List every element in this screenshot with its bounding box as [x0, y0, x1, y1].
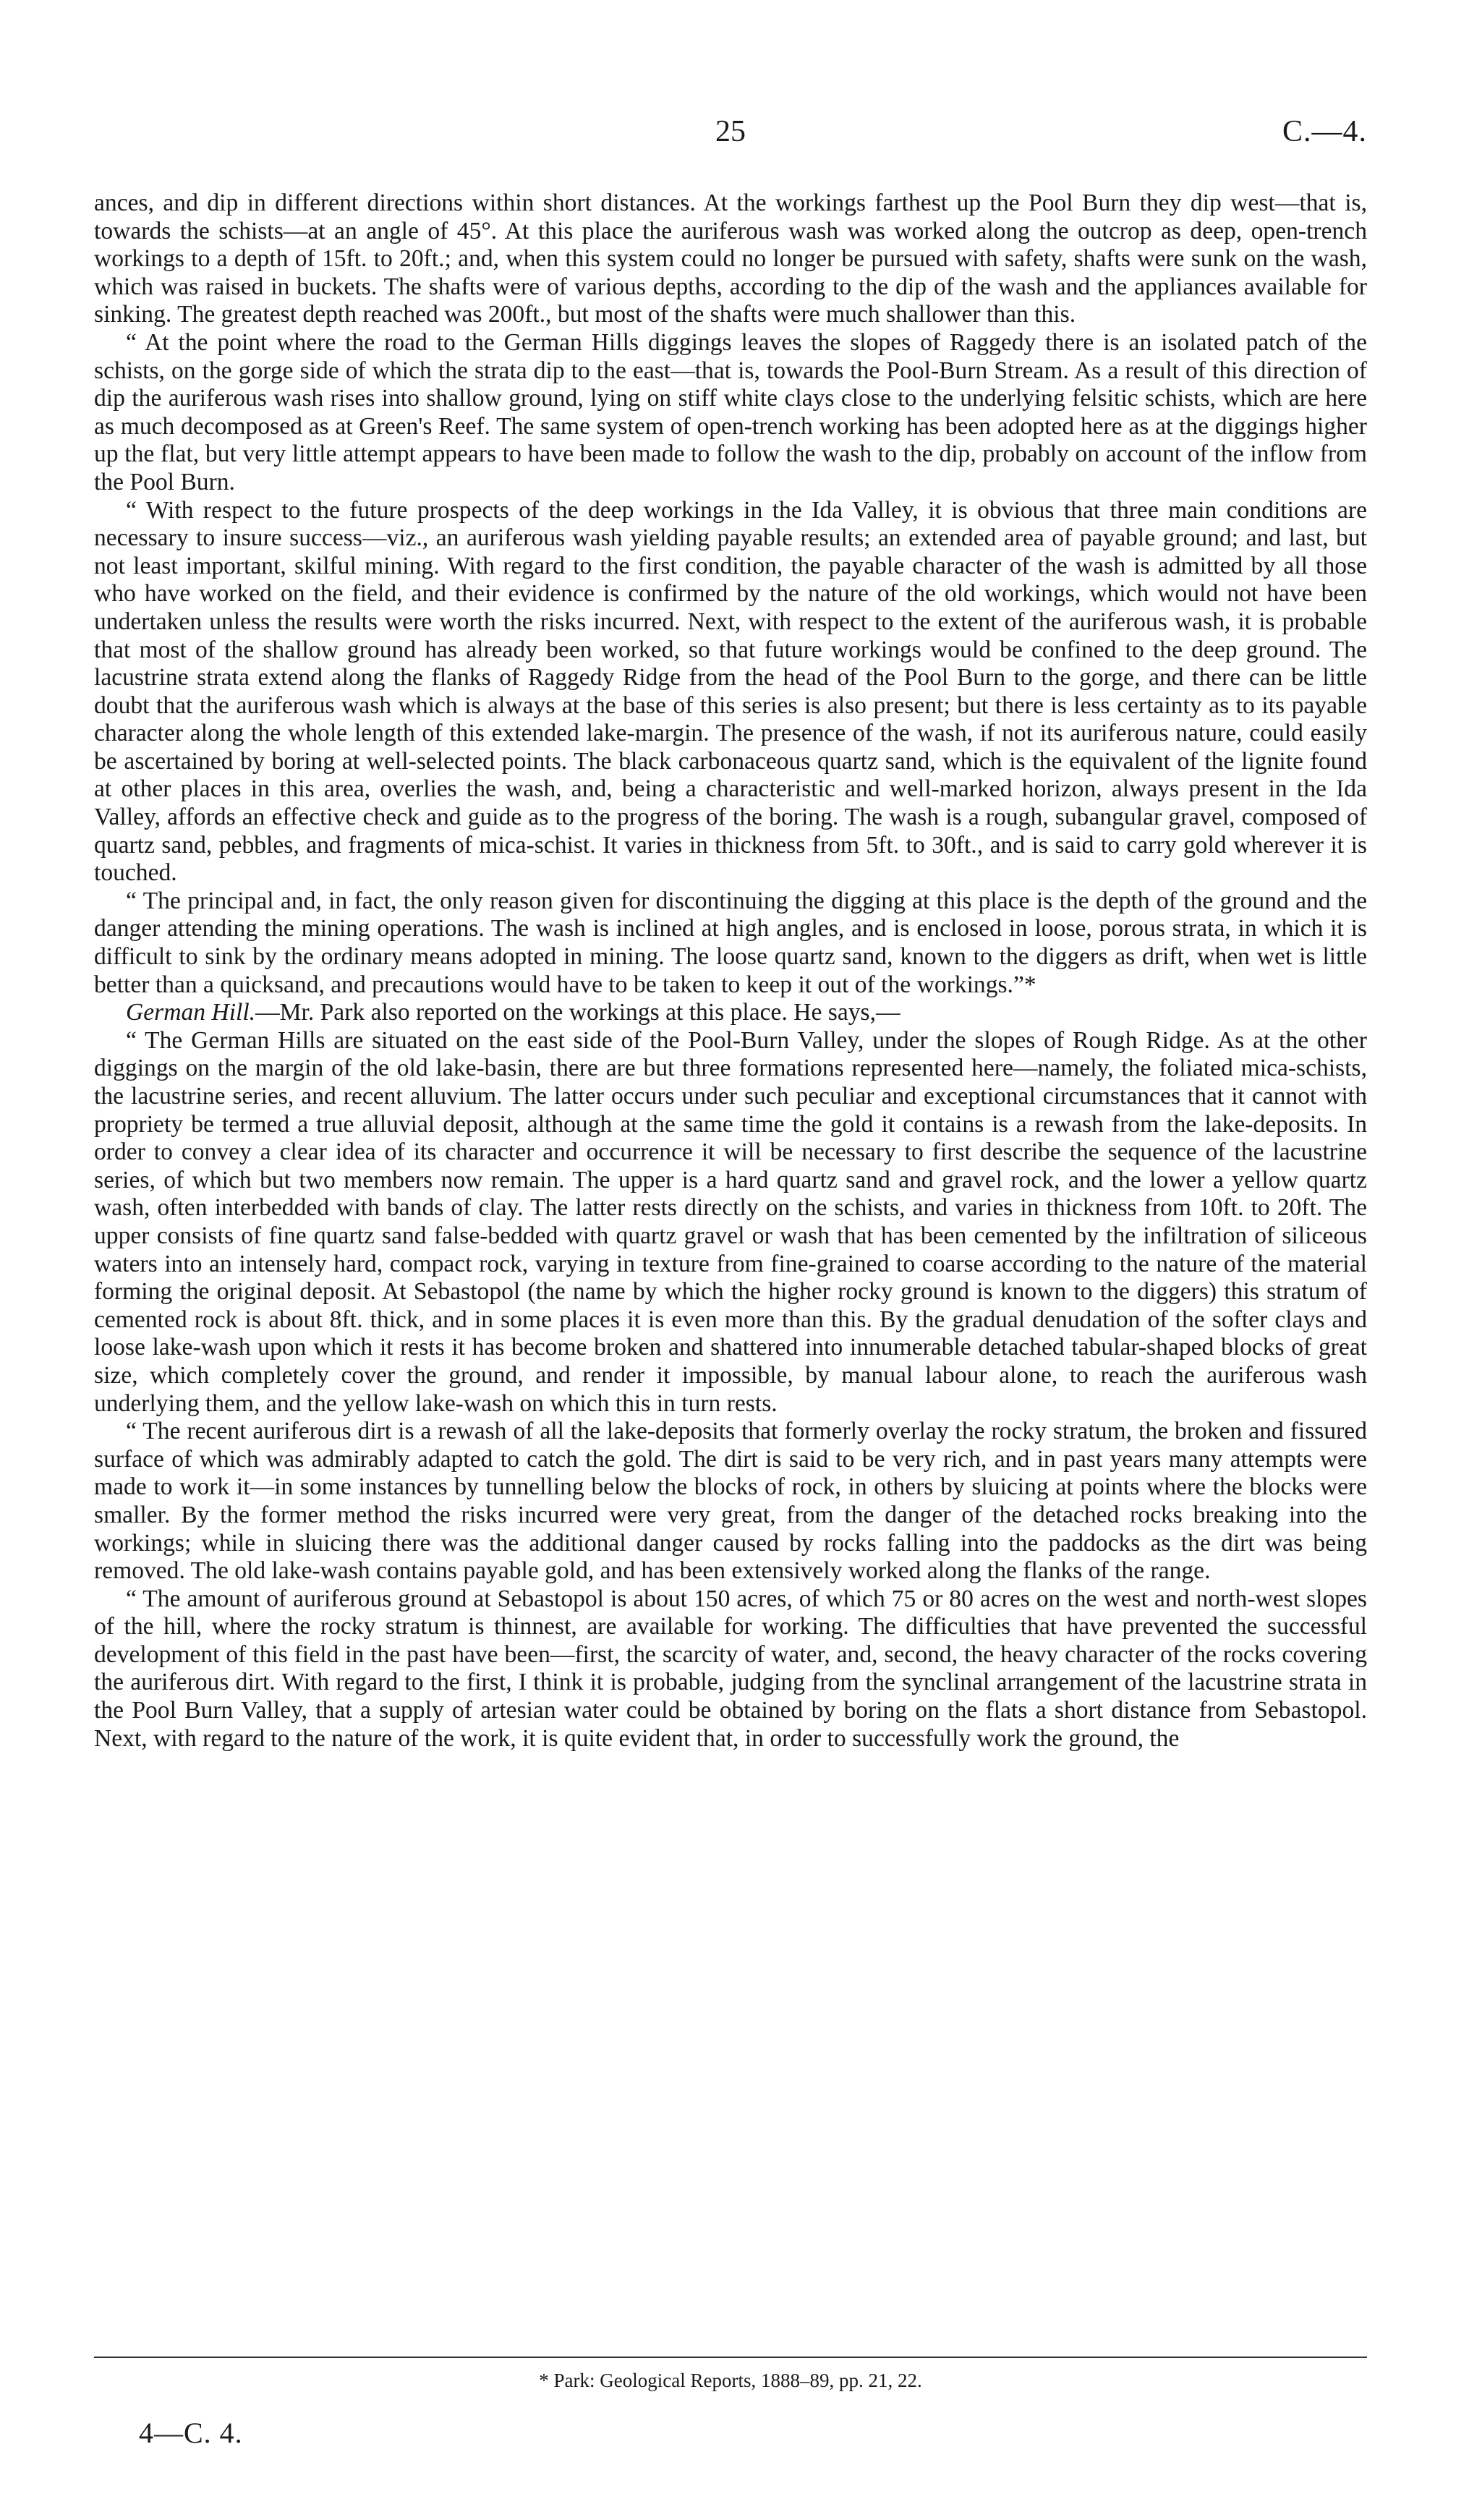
paragraph-1: ances, and dip in different directions within short distances. At the workings farthest up the Pool Burn they dip west—that is, towards the schists—at an angle of 45°. At this place the auriferous wash was worked along the outcrop as deep, open-trench workings to a depth of 15ft. to 20ft.; and, when this system could no longer be pursued with safety, shafts were sunk on the wash, which was raised in buckets. The shafts were of various depths, according to the dip of the wash and the appliances available for sinking. The greatest depth reached was 200ft., but most of the shafts were much shallower than this. — [94, 190, 1367, 328]
signature-mark: 4—C. 4. — [139, 2417, 243, 2449]
page-number: 25 — [715, 115, 746, 148]
paragraph-4: “ The principal and, in fact, the only reason given for discontinuing the digging at this place is the depth of the ground and the danger attending the mining operations. The wash is inclined at high angles, and is enclosed in loose, porous strata, in which it is difficult to sink by the ordinary means adopted in mining. The loose quartz sand, known to the diggers as drift, when wet is little better than a quicksand, and precautions would have to be taken to keep it out of the workings.”* — [94, 887, 1367, 998]
body-text — [94, 190, 1367, 1753]
paragraph-3: “ With respect to the future prospects of the deep workings in the Ida Valley, it is obvious that three main conditions are necessary to insure success—viz., an auriferous wash yielding payable results; an extended area of payable ground; and last, but not least important, skilful mining. With regard to the first condition, the payable character of the wash is admitted by all those who have worked on the field, and their evidence is confirmed by the nature of the old workings, which would not have been undertaken unless the results were worth the risks incurred. Next, with respect to the extent of the auriferous wash, it is probable that most of the shallow ground has already been worked, so that future workings would be confined to the deep ground. The lacustrine strata extend along the flanks of Raggedy Ridge from the head of the Pool Burn to the gorge, and there can be little doubt that the auriferous wash which is always at the base of this series is also present; but there is less certainty as to its payable character along the whole length of this extended lake-margin. The presence of the wash, if not its auriferous nature, could easily be ascertained by boring at well-selected points. The black carbonaceous quartz sand, which is the equivalent of the lignite found at other places in this area, overlies the wash, and, being a characteristic and well-marked horizon, always present in the Ida Valley, affords an effective check and guide as to the progress of the boring. The wash is a rough, subangular gravel, composed of quartz sand, pebbles, and fragments of mica-schist. It varies in thickness from 5ft. to 30ft., and is said to carry gold wherever it is touched. — [94, 496, 1367, 887]
footnote: * Park: Geological Reports, 1888–89, pp. 21, 22. — [539, 2370, 922, 2391]
paragraph-7: “ The recent auriferous dirt is a rewash of all the lake-deposits that formerly overlay the rocky stratum, the broken and fissured surface of which was admirably adapted to catch the gold. The dirt is said to be very rich, and in past years many attempts were made to work it—in some instances by tunnelling below the blocks of rock, in others by sluicing at points where the blocks were smaller. By the former method the risks incurred were very great, from the danger of the detached rocks breaking into the workings; while in sluicing there was the additional danger caused by rocks falling into the paddocks as the dirt was being removed. The old lake-wash contains payable gold, and has been extensively worked along the flanks of the range. — [94, 1418, 1367, 1585]
paragraph-5 — [94, 999, 1367, 1027]
section-heading-german-hill: German Hill. — [126, 999, 256, 1026]
footnote-divider — [94, 2357, 1367, 2358]
paragraph-5-text: —Mr. Park also reported on the workings at this place. He says,— — [255, 999, 900, 1026]
paragraph-8: “ The amount of auriferous ground at Sebastopol is about 150 acres, of which 75 or 80 acres on the west and north-west slopes of the hill, where the rocky stratum is thinnest, are available for working. The difficulties that have prevented the successful development of this field in the past have been—first, the scarcity of water, and, second, the heavy character of the rocks covering the auriferous dirt. With regard to the first, I think it is probable, judging from the synclinal arrangement of the lacustrine strata in the Pool Burn Valley, that a supply of artesian water could be obtained by boring on the flats a short distance from Sebastopol. Next, with regard to the nature of the work, it is quite evident that, in order to successfully work the ground, the — [94, 1585, 1367, 1752]
document-code: C.—4. — [1282, 115, 1367, 148]
paragraph-6: “ The German Hills are situated on the east side of the Pool-Burn Valley, under the slopes of Rough Ridge. As at the other diggings on the margin of the old lake-basin, there are but three formations represented here—namely, the foliated mica-schists, the lacustrine series, and recent alluvium. The latter occurs under such peculiar and exceptional circumstances that it cannot with propriety be termed a true alluvial deposit, although at the same time the gold it contains is a rewash from the lake-deposits. In order to convey a clear idea of its character and occurrence it will be necessary to first describe the sequence of the lacustrine series, of which but two members now remain. The upper is a hard quartz sand and gravel rock, and the lower a yellow quartz wash, often interbedded with bands of clay. The latter rests directly on the schists, and varies in thickness from 10ft. to 20ft. The upper consists of fine quartz sand false-bedded with quartz gravel or wash that has been cemented by the infiltration of siliceous waters into an intensely hard, compact rock, varying in texture from fine-grained to coarse according to the nature of the material forming the original deposit. At Sebastopol (the name by which the higher rocky ground is known to the diggers) this stratum of cemented rock is about 8ft. thick, and in some places it is even more than this. By the gradual denudation of the softer clays and loose lake-wash upon which it rests it has become broken and shattered into innumerable detached tabular-shaped blocks of great size, which completely cover the ground, and render it impossible, by manual labour alone, to reach the auriferous wash underlying them, and the yellow lake-wash on which this in turn rests. — [94, 1026, 1367, 1417]
paragraph-2: “ At the point where the road to the German Hills diggings leaves the slopes of Raggedy there is an isolated patch of the schists, on the gorge side of which the strata dip to the east—that is, towards the Pool-Burn Stream. As a result of this direction of dip the auriferous wash rises into shallow ground, lying on stiff white clays close to the underlying felsitic schists, which are here as much decomposed as at Green's Reef. The same system of open-trench working has been adopted here as at the diggings higher up the flat, but very little attempt appears to have been made to follow the wash to the dip, probably on account of the inflow from the Pool Burn. — [94, 328, 1367, 495]
page-header — [94, 114, 1367, 165]
